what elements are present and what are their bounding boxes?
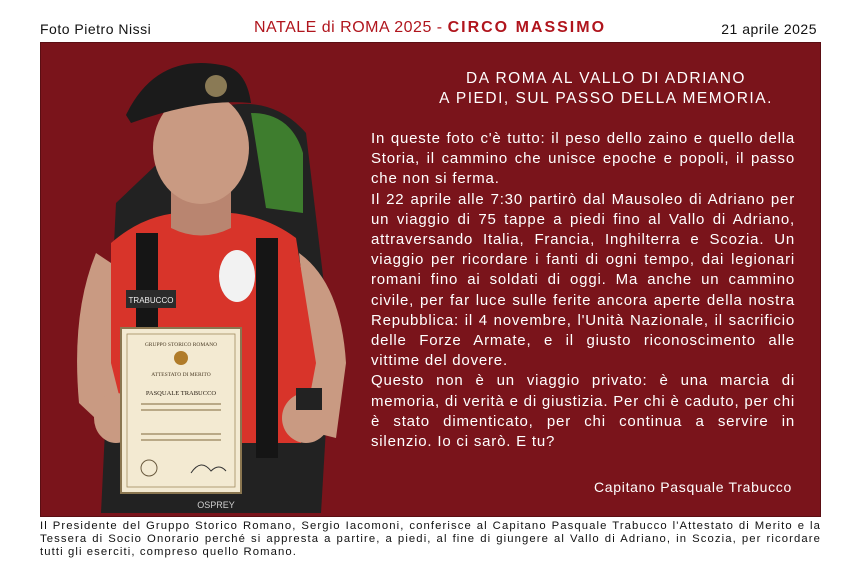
name-badge-text: TRABUCCO (128, 296, 174, 305)
bag-brand: OSPREY (197, 500, 235, 510)
event-place: CIRCO MASSIMO (447, 19, 607, 36)
article-body (371, 129, 795, 452)
photo-caption (40, 520, 821, 559)
article-panel (40, 42, 821, 517)
paragraph: In queste foto c'è tutto: il peso dello zaino e quello della Storia, il cammino che unisce epoche e popoli, il passo che non si ferma. (371, 130, 795, 188)
title-line-2: A PIEDI, SUL PASSO DELLA MEMORIA. (439, 90, 773, 107)
certificate-name: PASQUALE TRABUCCO (145, 390, 217, 397)
photo-credit: Foto Pietro Nissi (40, 21, 152, 37)
title-line-1: DA ROMA AL VALLO DI ADRIANO (466, 70, 746, 87)
right-strap (256, 238, 278, 458)
paragraph: Il 22 aprile alle 7:30 partirò dal Mausoleo di Adriano per un viaggio di 75 tappe a piedi fino al Vallo di Adriano, attraversando Italia, Francia, Inghilterra e Scozia. Un viaggio per ricordare i fanti di ogni tempo, dai legionari romani fino ai soldati di oggi. Ma anche un cammino civile, per far luce sulle ferite ancora aperte della nostra Repubblica: il 4 novembre, l'Unità Nazionale, il sacrificio delle Forze Armate, e il giusto riconoscimento alle vittime del dovere. (371, 190, 795, 370)
certificate-title: ATTESTATO DI MERITO (151, 372, 211, 378)
event-name: NATALE di ROMA 2025 - (253, 19, 448, 36)
beret-badge (205, 75, 227, 97)
event-date: 21 aprile 2025 (721, 21, 817, 37)
caption-text: Il Presidente del Gruppo Storico Romano, Sergio Iacomoni, conferisce al Capitano Pasquale Trabucco l'Attestato di Merito e la Tessera di Socio Onorario perché si appresta a partire, a piedi, al fine di giungere al Vallo di Adriano, in Scozia, per ricordare tutti gli eserciti, compreso quello Romano. (40, 520, 821, 558)
certificate-seal-icon (174, 351, 188, 365)
chest-patch (219, 250, 255, 302)
watch (296, 388, 322, 410)
signature: Capitano Pasquale Trabucco (594, 479, 792, 495)
soldier-photo (41, 43, 381, 518)
paragraph: Questo non è un viaggio privato: è una marcia di memoria, di verità e di giustizia. Per chi è caduto, per chi è stato dimenticato, per chi continua a servire in silenzio. Io ci sarò. E tu? (371, 372, 796, 451)
article-title (411, 69, 801, 109)
certificate-org: GRUPPO STORICO ROMANO (144, 342, 218, 348)
